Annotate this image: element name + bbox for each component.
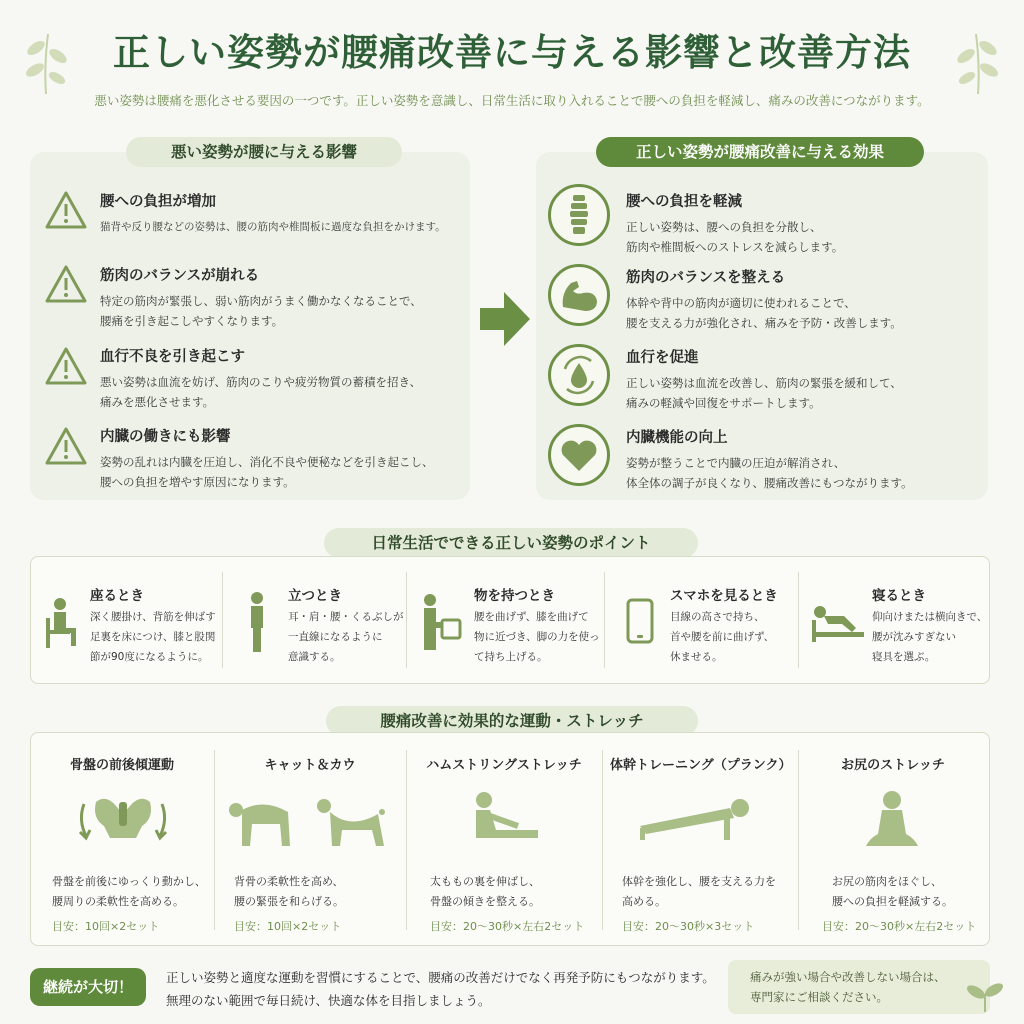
exercise-desc: 背骨の柔軟性を高め、 腰の緊張を和らげる。 [234, 875, 344, 908]
exercise-title: キャット＆カウ [264, 758, 356, 773]
point-title: 物を持つとき [474, 588, 555, 604]
point-item [872, 584, 988, 667]
point-desc: 腰を曲げず、膝を曲げて 物に近づき、脚の力を使っ て持ち上げる。 [474, 611, 600, 663]
points-heading: 日常生活でできる正しい姿勢のポイント [324, 528, 698, 558]
bad-item-title: 血行不良を引き起こす [100, 349, 245, 365]
good-posture-heading: 正しい姿勢が腰痛改善に与える効果 [596, 137, 924, 167]
spine-icon [548, 184, 610, 246]
glute-stretch-icon [862, 788, 922, 854]
blood-drop-icon [548, 344, 610, 406]
exercise-desc: 太ももの裏を伸ばし、 骨盤の傾きを整える。 [430, 875, 540, 908]
exercise-desc: 骨盤を前後にゆっくり動かし、 腰周りの柔軟性を高める。 [52, 875, 206, 908]
good-item-title: 内臓機能の向上 [626, 430, 728, 446]
exercise-desc: お尻の筋肉をほぐし、 腰への負担を軽減する。 [832, 875, 953, 908]
exercise-guide: 目安：10回×2セット [52, 920, 160, 933]
page-title: 正しい姿勢が腰痛改善に与える影響と改善方法 [113, 31, 911, 74]
divider [222, 572, 223, 668]
point-title: 座るとき [90, 588, 144, 604]
point-item [670, 584, 796, 667]
bad-item-desc: 猫背や反り腰などの姿勢は、腰の筋肉や椎間板に過度な負担をかけます。 [100, 221, 446, 233]
exercise-title: 骨盤の前後傾運動 [69, 758, 174, 773]
arrow-right-icon [478, 290, 532, 348]
good-item [626, 426, 976, 493]
bad-item [100, 264, 460, 331]
hamstring-stretch-icon [466, 790, 542, 854]
divider [602, 750, 603, 930]
standing-icon [246, 590, 268, 654]
good-item [626, 346, 976, 413]
divider [214, 750, 215, 930]
warning-icon [44, 264, 88, 304]
plank-icon [636, 796, 752, 846]
point-item [474, 584, 602, 667]
footer-text: 正しい姿勢と適度な運動を習慣にすることで、腰痛の改善だけでなく再発予防にもつながります。 無理のない範囲で毎日続け、快適な体を目指しましょう。 [166, 970, 715, 1008]
exercise-title: ハムストリングストレッチ [426, 758, 582, 773]
continuity-badge: 継続が大切！ [30, 968, 146, 1006]
leaf-icon [962, 978, 1008, 1012]
point-title: 立つとき [288, 588, 342, 604]
pelvis-icon [74, 790, 172, 850]
bad-item-desc: 姿勢の乱れは内臓を圧迫し、消化不良や便秘などを引き起こし、 腰への負担を増やす原因になります。 [100, 455, 434, 489]
divider [406, 572, 407, 668]
bad-item-title: 筋肉のバランスが崩れる [100, 268, 260, 284]
good-item-desc: 姿勢が整うことで内臓の圧迫が解消され、 体全体の調子が良くなり、腰痛改善にもつながります。 [626, 456, 913, 490]
exercise-desc: 体幹を強化し、腰を支える力を 高める。 [622, 875, 776, 908]
warning-icon [44, 346, 88, 386]
exercise-guide: 目安：20〜30秒×3セット [622, 920, 755, 933]
good-item-desc: 正しい姿勢は、腰への負担を分散し、 筋肉や椎間板へのストレスを減らします。 [626, 220, 844, 254]
point-desc: 目線の高さで持ち、 首や腰を前に曲げず、 休ませる。 [670, 611, 775, 663]
good-item-title: 筋肉のバランスを整える [626, 270, 786, 286]
lifting-icon [418, 592, 464, 652]
good-item-title: 血行を促進 [626, 350, 699, 366]
bad-item-desc: 特定の筋肉が緊張し、弱い筋肉がうまく働かなくなることで、 腰痛を引き起こしやすくなります。 [100, 294, 422, 328]
divider [798, 750, 799, 930]
page-subtitle: 悪い姿勢は腰痛を悪化させる要因の一つです。正しい姿勢を意識し、日常生活に取り入れることで腰への負担を軽減し、痛みの改善につながります。 [94, 93, 930, 108]
warning-icon [44, 426, 88, 466]
good-item-desc: 正しい姿勢は血流を改善し、筋肉の緊張を緩和して、 痛みの軽減や回復をサポートします。 [626, 376, 902, 410]
exercises-heading: 腰痛改善に効果的な運動・ストレッチ [326, 706, 698, 736]
bad-item-title: 腰への負担が増加 [100, 194, 216, 210]
warning-icon [44, 190, 88, 230]
bad-item [100, 345, 460, 412]
bad-item [100, 190, 460, 237]
point-title: 寝るとき [872, 588, 926, 604]
exercise-guide: 目安：10回×2セット [234, 920, 342, 933]
muscle-icon [548, 264, 610, 326]
point-item [90, 584, 218, 667]
point-desc: 仰向けまたは横向きで、 腰が沈みすぎない 寝具を選ぶ。 [872, 611, 988, 663]
good-item-desc: 体幹や背中の筋肉が適切に使われることで、 腰を支える力が強化され、痛みを予防・改善します。 [626, 296, 902, 330]
divider [406, 750, 407, 930]
bad-item-desc: 悪い姿勢は血流を妨げ、筋肉のこりや疲労物質の蓄積を招き、 痛みを悪化させます。 [100, 375, 422, 409]
good-item [626, 190, 976, 257]
point-title: スマホを見るとき [670, 588, 778, 604]
exercise-guide: 目安：20〜30秒×左右2セット [822, 920, 977, 933]
good-item [626, 266, 976, 333]
consult-note: 痛みが強い場合や改善しない場合は、 専門家にご相談ください。 [728, 960, 990, 1014]
cat-cow-icon [224, 796, 396, 852]
point-item [288, 584, 404, 667]
point-desc: 深く腰掛け、背筋を伸ばす 足裏を床につけ、膝と股関 節が90度になるように。 [90, 611, 216, 663]
smartphone-icon [626, 598, 654, 644]
exercise-title: お尻のストレッチ [841, 758, 945, 773]
exercise-title: 体幹トレーニング（プランク） [610, 758, 792, 773]
exercise-guide: 目安：20〜30秒×左右2セット [430, 920, 585, 933]
bad-posture-heading: 悪い姿勢が腰に与える影響 [126, 137, 402, 167]
divider [798, 572, 799, 668]
sleeping-icon [810, 602, 866, 644]
point-desc: 耳・肩・腰・くるぶしが 一直線になるように 意識する。 [288, 611, 404, 663]
bad-item-title: 内臓の働きにも影響 [100, 429, 231, 445]
sitting-icon [42, 596, 82, 650]
divider [604, 572, 605, 668]
heart-icon [548, 424, 610, 486]
good-item-title: 腰への負担を軽減 [626, 194, 742, 210]
bad-item [100, 425, 460, 492]
